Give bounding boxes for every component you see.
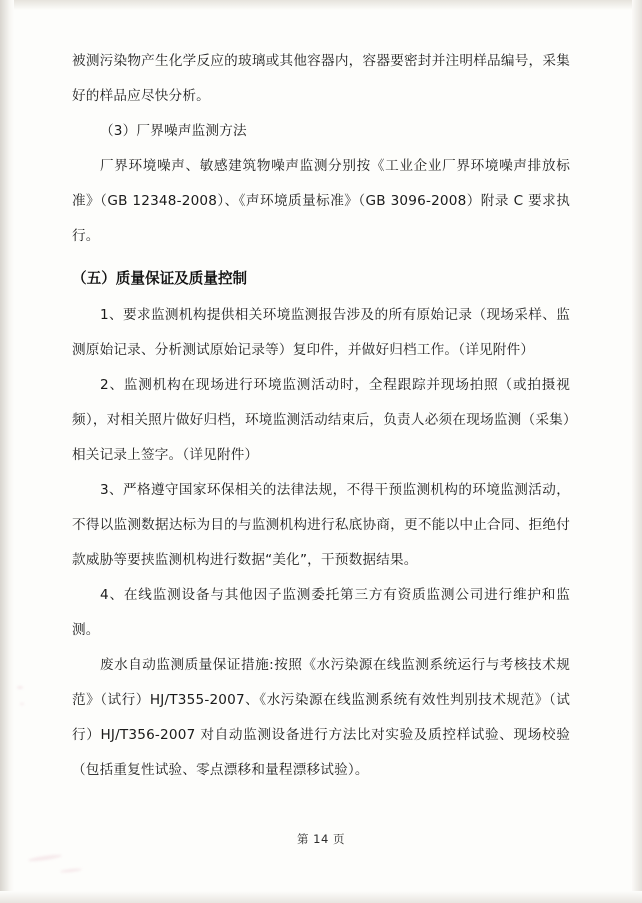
paragraph-continuation: 被测污染物产生化学反应的玻璃或其他容器内，容器要密封并注明样品编号，采集好的样品应尽快分析。 <box>72 53 570 104</box>
paragraph-item-4: 4、在线监测设备与其他因子监测委托第三方有资质监测公司进行维护和监测。 <box>72 587 570 638</box>
page-edge-shadow-top <box>0 0 642 10</box>
paragraph-noise-method-body: 厂界环境噪声、敏感建筑物噪声监测分别按《工业企业厂界环境噪声排放标准》（GB 12348-2008）、《声环境质量标准》（GB 3096-2008）附录 C 要求执行。 <box>72 158 570 244</box>
scan-artifact-smudge <box>60 868 82 873</box>
paragraph-item-3: 3、严格遵守国家环保相关的法律法规，不得干预监测机构的环境监测活动，不得以监测数据达标为目的与监测机构进行私底协商，更不能以中止合同、拒绝付款威胁等要挟监测机构进行数据“美化”，干预数据结果。 <box>72 482 570 568</box>
scan-artifact-smudge <box>28 854 62 863</box>
document-body <box>72 44 570 788</box>
page-footer <box>0 831 642 847</box>
paragraph-noise-method-title: （3）厂界噪声监测方法 <box>100 123 247 139</box>
paragraph-wastewater-auto-monitoring: 废水自动监测质量保证措施:按照《水污染源在线监测系统运行与考核技术规范》（试行）HJ/T355-2007、《水污染源在线监测系统有效性判别技术规范》（试行）HJ/T356-2007 对自动监测设备进行方法比对实验及质控样试验、现场校验（包括重复性试验、零点漂移和量程漂移试验）。 <box>72 657 570 778</box>
section-heading-quality-assurance: （五）质量保证及质量控制 <box>72 270 248 287</box>
page-edge-shadow-right <box>632 0 642 903</box>
page-edge-shadow-bottom <box>0 891 642 903</box>
page-edge-shadow-left <box>0 0 14 903</box>
scan-artifact-smudge <box>20 703 24 705</box>
paragraph-item-1: 1、要求监测机构提供相关环境监测报告涉及的所有原始记录（现场采样、监测原始记录、分析测试原始记录等）复印件，并做好归档工作。（详见附件） <box>72 307 570 358</box>
scan-artifact-smudge <box>17 686 23 689</box>
page-number-label: 第 14 页 <box>297 832 345 846</box>
paragraph-item-2: 2、监测机构在现场进行环境监测活动时，全程跟踪并现场拍照（或拍摄视频），对相关照片做好归档，环境监测活动结束后，负责人必须在现场监测（采集）相关记录上签字。（详见附件） <box>72 377 570 463</box>
